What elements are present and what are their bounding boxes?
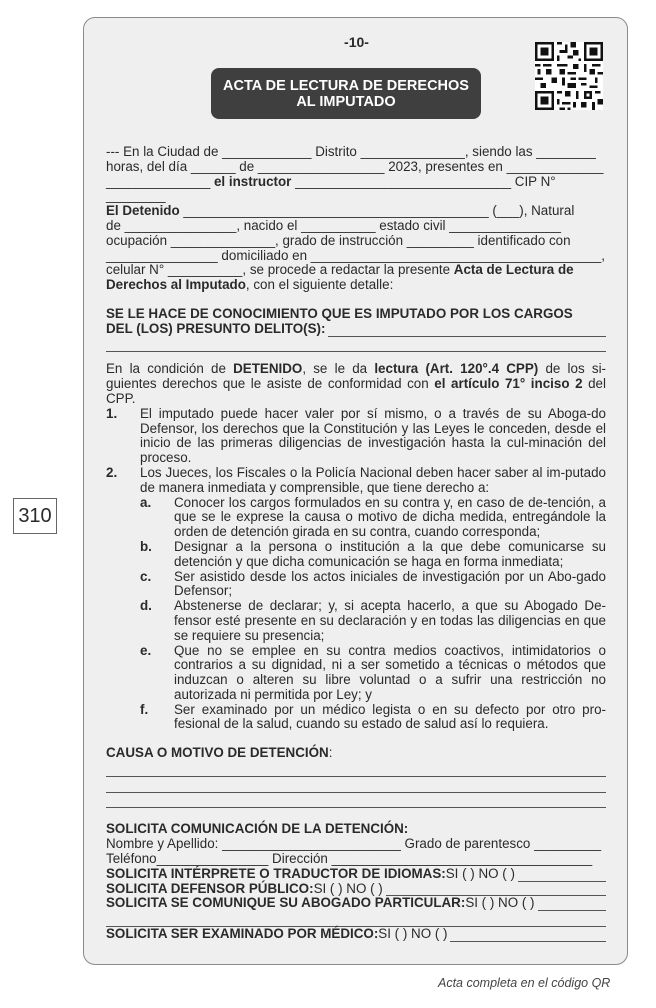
subright-b: b. Designar a la persona o institución a la que debe comunicarse su detención y que dicha comunicación se haga en forma inmediata; <box>140 538 606 569</box>
causa-line-1[interactable] <box>106 761 606 777</box>
defensor-options[interactable]: SI ( ) NO ( ) <box>313 880 383 896</box>
detenido-label: El Detenido <box>106 203 180 219</box>
abogado-options[interactable]: SI ( ) NO ( ) <box>465 895 535 911</box>
intro-line-1: --- En la Ciudad de ____________ Distrito ______________, siendo las ________ <box>106 144 596 159</box>
solicita-heading: SOLICITA COMUNICACIÓN DE LA DETENCIÓN: <box>106 821 409 837</box>
intro-line-7: _______________ domiciliado en _______________________________________, <box>106 247 605 263</box>
intro-line-4 <box>106 204 606 219</box>
telefono-field[interactable]: Teléfono_______________ Dirección ___________________________________ <box>106 851 593 867</box>
title-line-1: ACTA DE LECTURA DE DERECHOS <box>223 77 469 94</box>
intro-blank: ______________ <box>106 173 211 189</box>
right-2-text: Los Jueces, los Fiscales o la Policía Nacional deben hacer saber al im-putado de manera inmediata y comprensible, que tiene derecho a: <box>140 464 606 495</box>
medico-row: SOLICITA SER EXAMINADO POR MÉDICO: SI ( ) NO ( ) <box>106 927 606 942</box>
right-1-text: El imputado puede hacer valer por sí mismo, o a través de su Aboga-do Defensor, los derechos que la Constitución y las Leyes le conceden, desde el inicio de las primeras diligencias de investigación hasta la cul-minación del proceso. <box>140 405 606 466</box>
causa-heading: CAUSA O MOTIVO DE DETENCIÓN: <box>106 745 333 761</box>
interprete-row: SOLICITA INTÉRPRETE O TRADUCTOR DE IDIOMAS: SI ( ) NO ( ) <box>106 867 606 882</box>
subright-c: c. Ser asistido desde los actos iniciales de investigación por un Abo-gado Defensor; <box>140 568 606 599</box>
document-card <box>83 17 628 965</box>
acta-name-2: Derechos al Imputado <box>106 277 246 293</box>
intro-line-9 <box>106 278 606 293</box>
causa-line-3[interactable] <box>106 793 606 809</box>
subright-f: f. Ser examinado por un médico legista o en su defecto por otro pro-fesional de la salud, cuando su estado de salud así lo requiera. <box>140 701 606 732</box>
condicion-paragraph: En la condición de DETENIDO, se le da lectura (Art. 120°.4 CPP) de los si-guientes derechos que le asiste de conformidad con el artículo 71° inciso 2 del CPP. <box>106 361 607 406</box>
detenido-blank: _________________________________________ (___), Natural <box>179 203 575 219</box>
medico-options[interactable]: SI ( ) NO ( ) <box>378 926 448 942</box>
cargos-line <box>106 322 606 337</box>
right-2-number: 2. <box>106 464 118 480</box>
nombre-field[interactable]: Nombre y Apellido: ________________________ Grado de parentesco _________ <box>106 836 602 852</box>
title-line-2: AL IMPUTADO <box>296 93 396 110</box>
cargos-blank-line <box>106 337 606 353</box>
acta-name-1: Acta de Lectura de <box>453 262 574 278</box>
subright-d: d. Abstenerse de declarar; y, si acepta hacerlo, a que su Abogado De-fensor esté presente en su declaración y en todas las diligencias en que se requiere su presencia; <box>140 598 606 643</box>
intro-line-3 <box>106 175 606 205</box>
causa-line-2[interactable] <box>106 777 606 793</box>
defensor-row: SOLICITA DEFENSOR PÚBLICO: SI ( ) NO ( ) <box>106 882 606 897</box>
footer-note: Acta completa en el código QR <box>438 976 611 990</box>
document-body <box>106 145 606 942</box>
instructor-label: el instructor <box>210 173 296 189</box>
right-1 <box>106 407 606 466</box>
intro-line-8 <box>106 263 606 278</box>
document-title <box>211 68 481 119</box>
side-page-number: 310 <box>13 498 57 534</box>
page-number: -10- <box>344 34 369 50</box>
subrights-list <box>140 496 606 733</box>
abogado-row: SOLICITA SE COMUNIQUE SU ABOGADO PARTICULAR: SI ( ) NO ( ) <box>106 896 606 911</box>
detalle-text: , con el siguiente detalle: <box>245 277 394 293</box>
celular-text: celular N° __________, se procede a redactar la presente <box>106 262 454 278</box>
right-1-number: 1. <box>106 405 118 421</box>
intro-line-5: de _______________, nacido el __________ estado civil _______________ <box>106 217 561 233</box>
intro-line-6: ocupación ______________, grado de instrucción _________ identificado con <box>106 232 571 248</box>
abogado-blank-line[interactable] <box>106 911 606 927</box>
cargos-heading-1: SE LE HACE DE CONOCIMIENTO QUE ES IMPUTADO POR LOS CARGOS <box>106 305 573 321</box>
subright-a: a. Conocer los cargos formulados en su contra y, en caso de de-tención, a que se le exprese la causa o motivo de dicha medida, entregándole la orden de detención girada en su contra, cuando corresponda; <box>140 494 606 540</box>
cargos-heading-2: DEL (LOS) PRESUNTO DELITO(S): <box>106 320 326 336</box>
interprete-options[interactable]: SI ( ) NO ( ) <box>445 865 515 881</box>
intro-line-2: horas, del día ______ de _________________ 2023, presentes en _____________ <box>106 158 604 174</box>
qr-code-icon[interactable] <box>534 42 604 110</box>
instructor-blank: _____________________________ CIP N° ________ <box>106 173 556 204</box>
subright-e: e. Que no se emplee en su contra medios coactivos, intimidatorios o contrarios a su dignidad, ni a ser sometido a técnicas o métodos que induzcan o alteren su libre voluntad o a sufrir una restricción no autorizada ni permitida por Ley; y <box>140 642 606 702</box>
right-2 <box>106 466 606 496</box>
